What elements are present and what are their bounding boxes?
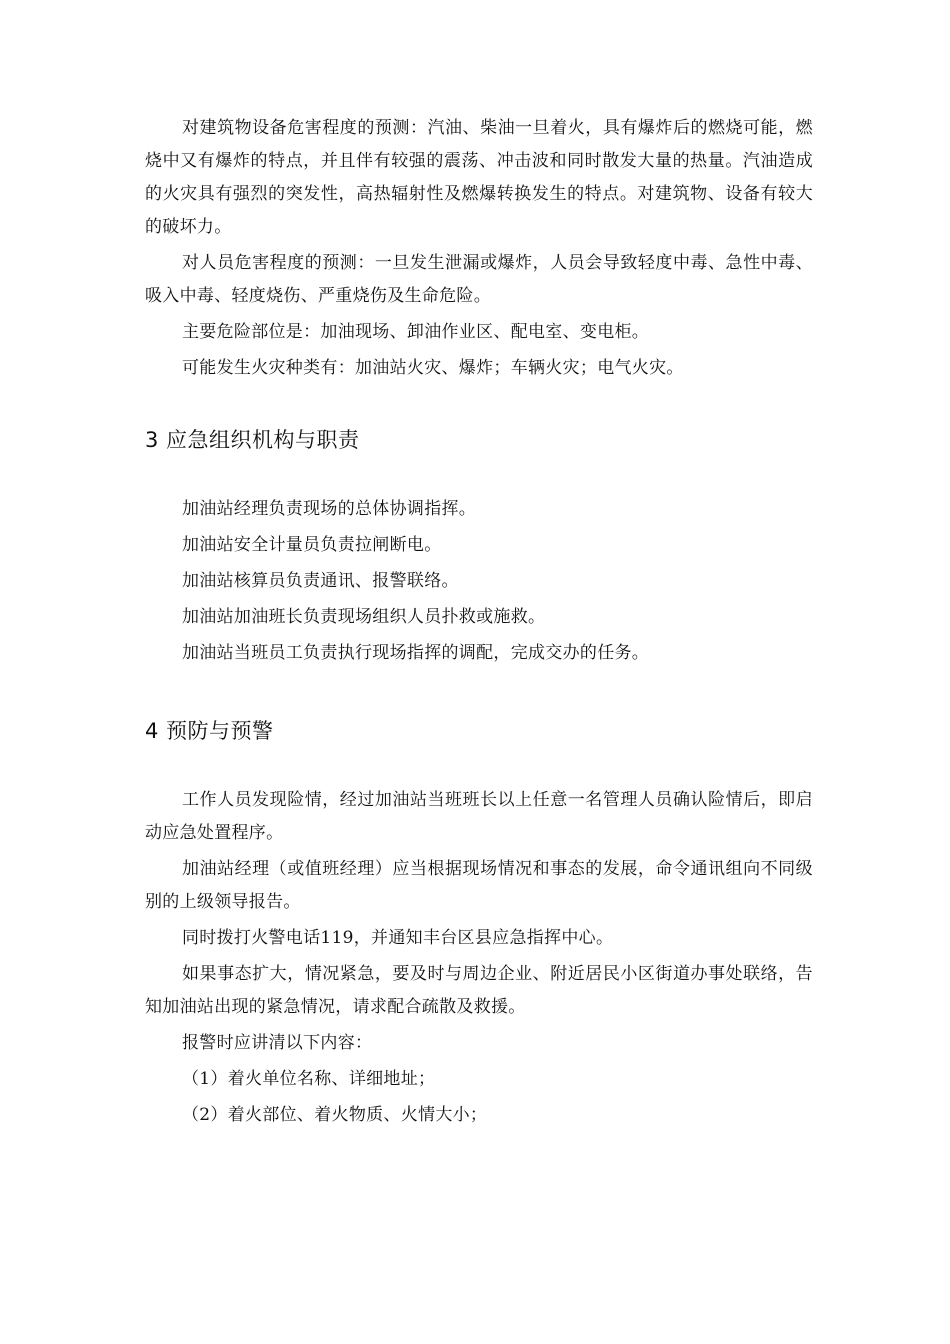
paragraph-report-leaders: 加油站经理（或值班经理）应当根据现场情况和事态的发展，命令通讯组向不同级别的上级领导报告。 xyxy=(145,859,813,912)
paragraph-accountant-duty: 加油站核算员负责通讯、报警联络。 xyxy=(182,571,459,591)
list-item-alarm-2: （2）着火部位、着火物质、火情大小； xyxy=(182,1105,488,1125)
paragraph-building-hazard: 对建筑物设备危害程度的预测：汽油、柴油一旦着火，具有爆炸后的燃烧可能，燃烧中又有爆炸的特点，并且伴有较强的震荡、冲击波和同时散发大量的热量。汽油造成的火灾具有强烈的突发性，高热辐射性及燃爆转换发生的特点。对建筑物、设备有较大的破坏力。 xyxy=(145,118,813,237)
document-page xyxy=(145,112,813,1132)
section-organization xyxy=(145,425,813,670)
paragraph-danger-locations: 主要危险部位是：加油现场、卸油作业区、配电室、变电柜。 xyxy=(182,322,650,342)
paragraph-call-119: 同时拨打火警电话119，并通知丰台区县应急指挥中心。 xyxy=(182,928,614,948)
paragraph-safety-officer-duty: 加油站安全计量员负责拉闸断电。 xyxy=(182,535,442,555)
paragraph-staff-duty: 加油站当班员工负责执行现场指挥的调配，完成交办的任务。 xyxy=(182,643,650,663)
section-prevention-warning xyxy=(145,716,813,1132)
paragraph-notify-neighbors: 如果事态扩大，情况紧急，要及时与周边企业、附近居民小区街道办事处联络，告知加油站出现的紧急情况，请求配合疏散及救援。 xyxy=(145,964,813,1017)
paragraph-start-procedure: 工作人员发现险情，经过加油站当班班长以上任意一名管理人员确认险情后，即启动应急处置程序。 xyxy=(145,790,813,843)
section-heading-organization: 3 应急组织机构与职责 xyxy=(145,428,360,452)
paragraph-alarm-contents: 报警时应讲清以下内容： xyxy=(182,1033,373,1053)
paragraph-manager-duty: 加油站经理负责现场的总体协调指挥。 xyxy=(182,499,477,519)
list-item-alarm-1: （1）着火单位名称、详细地址； xyxy=(182,1069,436,1089)
section-heading-prevention: 4 预防与预警 xyxy=(145,719,274,743)
section-hazard-prediction xyxy=(145,112,813,385)
paragraph-fire-types: 可能发生火灾种类有：加油站火灾、爆炸；车辆火灾；电气火灾。 xyxy=(182,358,684,378)
paragraph-shift-leader-duty: 加油站加油班长负责现场组织人员扑救或施救。 xyxy=(182,607,546,627)
paragraph-personnel-hazard: 对人员危害程度的预测：一旦发生泄漏或爆炸，人员会导致轻度中毒、急性中毒、吸入中毒、轻度烧伤、严重烧伤及生命危险。 xyxy=(145,253,813,306)
